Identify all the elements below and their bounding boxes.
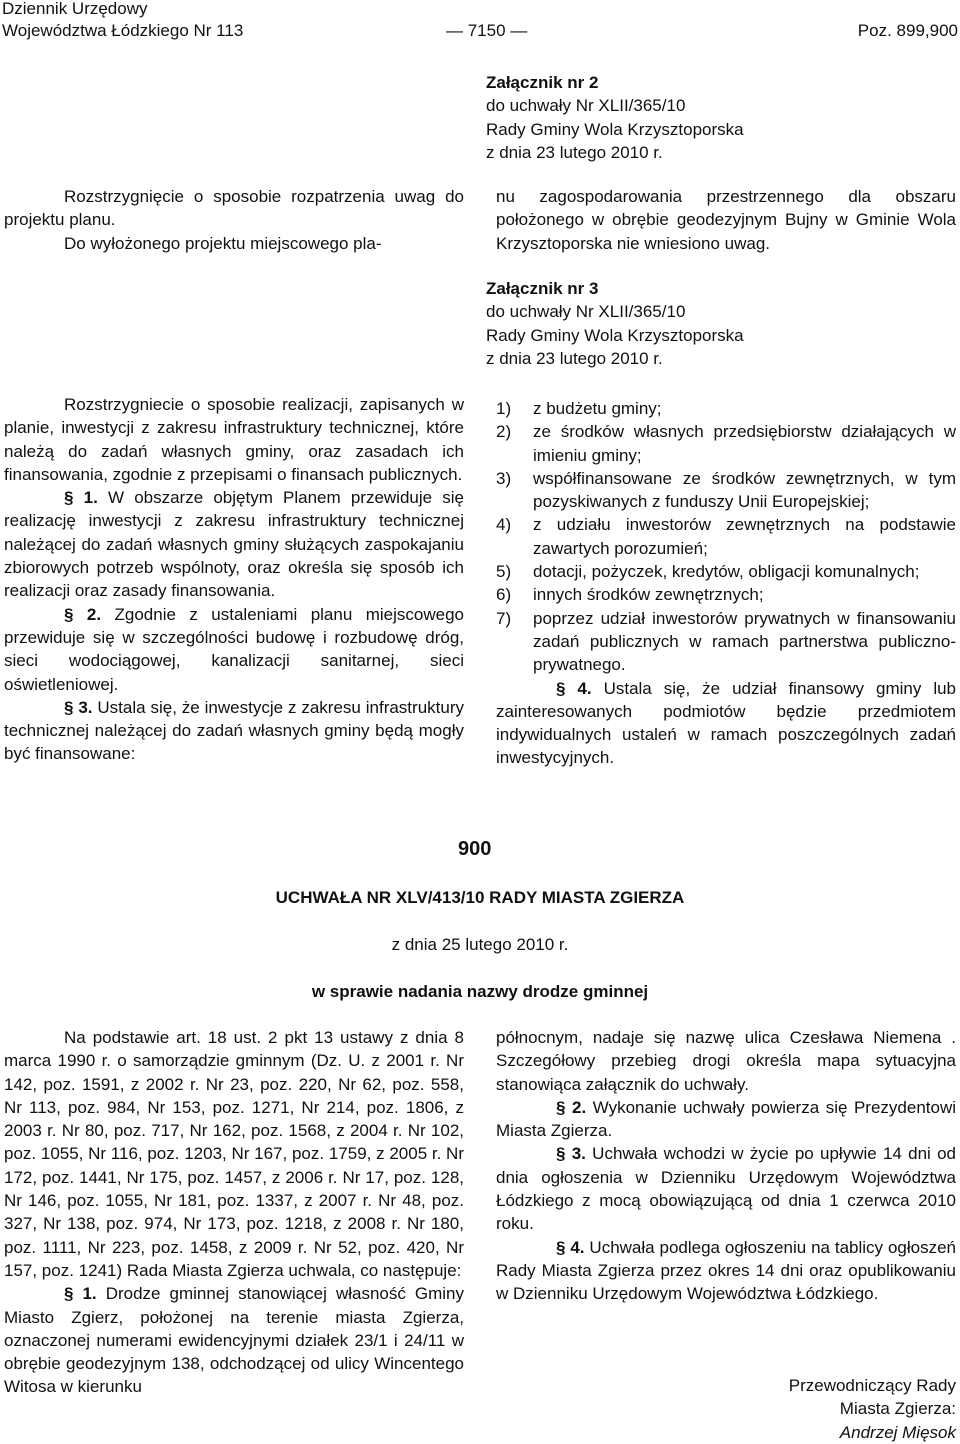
section-mark: § 3.: [64, 697, 93, 717]
annex2-line2: Rady Gminy Wola Krzysztoporska: [486, 119, 744, 139]
list-text: dotacji, pożyczek, kredytów, obligacji komunalnych;: [533, 562, 920, 582]
list-item: [496, 607, 956, 677]
position-number: Poz. 899,900: [857, 21, 958, 40]
annex3-line1: do uchwały Nr XLII/365/10: [486, 302, 686, 322]
annex3-left-column: [4, 393, 464, 766]
annex3-line3: z dnia 23 lutego 2010 r.: [486, 348, 663, 368]
section-mark: § 2.: [556, 1097, 587, 1117]
act-date: z dnia 25 lutego 2010 r.: [391, 935, 569, 954]
section-mark: § 2.: [64, 604, 102, 624]
act-section2: [496, 1096, 956, 1143]
section-mark: § 3.: [556, 1144, 586, 1164]
page-header: [2, 0, 958, 42]
act-number: 900: [458, 838, 492, 860]
list-text: z udziału inwestorów zewnętrznych na podstawie zawartych porozumień;: [533, 515, 956, 558]
annex2-left-p2: Do wyłożonego projektu miejscowego pla-: [64, 233, 382, 253]
annex3-intro: Rozstrzygniecie o sposobie realizacji, zapisanych w planie, inwestycji z zakresu infrastruktury technicznej, które należą do zadań własnych gminy, oraz zasadach ich finansowania, zgodnie z przepisami o finansach publicznych.: [4, 395, 464, 484]
annex2-left-p1: Rozstrzygnięcie o sposobie rozpatrzenia uwag do projektu planu.: [4, 187, 464, 230]
list-number: 1): [496, 399, 512, 418]
act-right-column: [496, 1026, 956, 1306]
act-section3: [496, 1142, 956, 1235]
signature-block: [789, 1374, 956, 1444]
act-section1: [4, 1282, 464, 1398]
annex2-line3: z dnia 23 lutego 2010 r.: [486, 142, 663, 162]
section-text: Ustala się, że udział finansowy gminy lub zainteresowanych podmiotów będzie przedmiotem indywidualnych ustaleń w ramach poszczególnych zadań inwestycyjnych.: [496, 678, 957, 768]
act-preamble: Na podstawie art. 18 ust. 2 pkt 13 ustawy z dnia 8 marca 1990 r. o samorządzie gminnym (Dz. U. z 2001 r. Nr 142, poz. 1591, z 2002 r. Nr 23, poz. 220, Nr 62, poz. 558, Nr 113, poz. 984, Nr 153, poz. 1271, Nr 214, poz. 1806, z 2003 r. Nr 80, poz. 717, Nr 162, poz. 1568, z 2004 r. Nr 102, poz. 1055, Nr 116, poz. 1203, Nr 167, poz. 1759, z 2005 r. Nr 172, poz. 1441, Nr 175, poz. 1457, z 2006 r. Nr 17, poz. 128, Nr 146, poz. 1055, Nr 181, poz. 1337, z 2007 r. Nr 48, poz. 327, Nr 138, poz. 974, Nr 173, poz. 1218, z 2008 r. Nr 180, poz. 1111, Nr 223, poz. 1458, z 2009 r. Nr 52, poz. 420, Nr 157, poz. 1241) Rada Miasta Zgierza uchwala, co następuje:: [4, 1028, 464, 1280]
list-item: [496, 420, 956, 467]
act-section4: [496, 1236, 956, 1306]
list-item: [496, 513, 956, 560]
section-text: W obszarze objętym Planem przewiduje się realizację inwestycji z zakresu infrastruktury technicznej należącej do zadań własnych gminy służących zaspokajaniu zbiorowych potrzeb wspólnoty, oraz określa się sposób ich realizacji oraz zasady finansowania.: [4, 488, 465, 601]
list-item: [496, 397, 956, 420]
section-text: Uchwała podlega ogłoszeniu na tablicy ogłoszeń Rady Miasta Zgierza przez okres 14 dni oraz opublikowaniu w Dzienniku Urzędowym Województwa Łódzkiego.: [496, 1237, 956, 1304]
journal-name: Dziennik Urzędowy: [2, 0, 148, 18]
act-left-column: [4, 1026, 464, 1399]
signature-role: Miasta Zgierza:: [839, 1399, 956, 1419]
section-text: Wykonanie uchwały powierza się Prezydentowi Miasta Zgierza.: [496, 1097, 957, 1141]
list-item: [496, 560, 956, 583]
annex3-section4: [496, 677, 956, 770]
annex3-section3: [4, 696, 464, 766]
page-number: — 7150 —: [446, 21, 528, 40]
list-text: współfinansowane ze środków zewnętrznych, w tym pozyskiwanych z funduszy Unii Europejskiej;: [533, 468, 956, 512]
list-text: z budżetu gminy;: [533, 399, 662, 418]
section-mark: § 1.: [64, 488, 98, 508]
section-mark: § 1.: [64, 1284, 97, 1304]
list-number: 3): [496, 468, 512, 488]
section-text: Uchwała wchodzi w życie po upływie 14 dni od dnia ogłoszenia w Dzienniku Urzędowym Województwa Łódzkiego z mocą obowiązującą od dnia 1 czerwca 2010 roku.: [496, 1144, 956, 1234]
section-text: Zgodnie z ustaleniami planu miejscowego przewiduje się w szczególności budowę i rozbudowę dróg, sieci wodociągowej, kanalizacji sanitarnej, sieci oświetleniowej.: [4, 604, 464, 694]
annex3-heading: [486, 277, 956, 370]
annex3-line2: Rady Gminy Wola Krzysztoporska: [486, 325, 744, 345]
journal-issue: Województwa Łódzkiego Nr 113: [2, 21, 244, 40]
annex3-title: Załącznik nr 3: [486, 279, 599, 298]
list-number: 7): [496, 608, 512, 628]
section-text: Ustala się, że inwestycje z zakresu infrastruktury technicznej należącej do zadań własnych gminy będą mogły być finansowane:: [4, 697, 464, 764]
list-number: 5): [496, 562, 512, 582]
act-subject: w sprawie nadania nazwy drodze gminnej: [311, 982, 649, 1001]
annex2-right-p1: nu zagospodarowania przestrzennego dla obszaru położonego w obrębie geodezyjnym Bujny w Gminie Wola Krzysztoporska nie wniesiono uwag.: [496, 187, 956, 253]
signature-name: Andrzej Mięsok: [839, 1422, 956, 1442]
annex3-section2: [4, 603, 464, 696]
section-text: Drodze gminnej stanowiącej własność Gminy Miasto Zgierz, położonej na terenie miasta Zgierza, oznaczonej numerami ewidencyjnymi działek 23/1 i 24/11 w obrębie geodezyjnym 138, odchodzącej od ulicy Wincentego Witosa w kierunku: [4, 1284, 465, 1397]
list-text: innych środków zewnętrznych;: [533, 585, 764, 605]
signature-role: Przewodniczący Rady: [788, 1376, 956, 1395]
annex3-section1: [4, 486, 464, 602]
annex2-line1: do uchwały Nr XLII/365/10: [486, 96, 686, 116]
list-text: ze środków własnych przedsiębiorstw działających w imieniu gminy;: [533, 422, 956, 465]
list-item: [496, 583, 956, 606]
list-number: 6): [496, 585, 512, 605]
annex2-right-text: [496, 185, 956, 255]
annex2-title: Załącznik nr 2: [486, 73, 599, 92]
act-section1-continued: północnym, nadaje się nazwę ulica Czesława Niemena . Szczegółowy przebieg drogi określa mapa sytuacyjna stanowiąca załącznik do uchwały.: [496, 1028, 956, 1094]
list-number: 2): [496, 422, 512, 442]
list-item: [496, 467, 956, 514]
section-mark: § 4.: [556, 678, 592, 698]
annex3-right-column: [496, 397, 956, 770]
list-text: poprzez udział inwestorów prywatnych w finansowaniu zadań publicznych w ramach partnerstwa publiczno-prywatnego.: [533, 608, 956, 675]
list-number: 4): [496, 515, 512, 535]
section-mark: § 4.: [556, 1237, 585, 1257]
act-title: UCHWAŁA NR XLV/413/10 RADY MIASTA ZGIERZA: [275, 888, 685, 907]
financing-sources-list: [496, 397, 956, 677]
annex2-left-text: [4, 185, 464, 255]
annex2-heading: [486, 71, 956, 164]
